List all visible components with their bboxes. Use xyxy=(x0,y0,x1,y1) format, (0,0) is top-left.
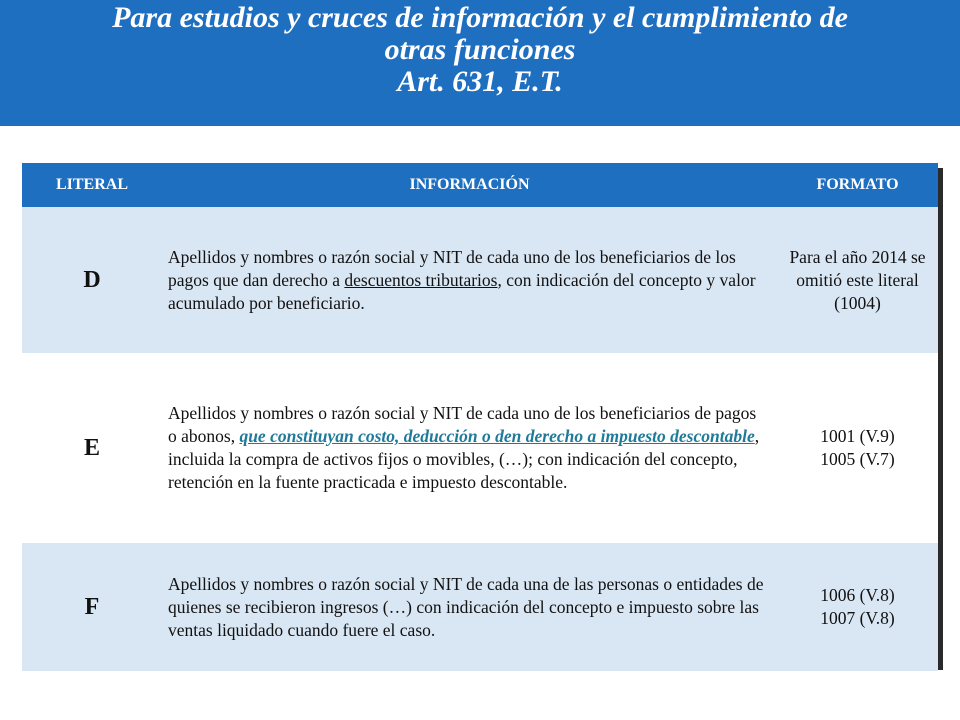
highlighted-term: que constituyan costo, deducción o den derecho a impuesto descontable xyxy=(239,426,755,446)
info-text: Apellidos y nombres o razón social y NIT de cada uno de los beneficiarios de pagos o abonos, xyxy=(168,403,757,446)
table-row xyxy=(22,543,938,671)
formato-cell xyxy=(777,543,938,671)
header-formato: FORMATO xyxy=(777,163,938,207)
literal-cell: F xyxy=(22,543,162,671)
info-text: Apellidos y nombres o razón social y NIT de cada una de las personas o entidades de quienes se recibieron ingresos (…) con indicación del concepto e impuesto sobre las ventas liquidado cuando fuere el caso. xyxy=(168,573,764,640)
literal-cell: E xyxy=(22,353,162,543)
underlined-term: descuentos tributarios xyxy=(344,269,498,290)
info-text: Apellidos y nombres o razón social y NIT de cada uno de los beneficiarios de los pagos que dan derecho a xyxy=(168,246,736,290)
information-cell xyxy=(162,353,777,543)
formato-line: 1007 (V.8) xyxy=(820,608,895,628)
formato-cell xyxy=(777,353,938,543)
information-table xyxy=(22,163,938,671)
slide-title-line-3: Art. 631, E.T. xyxy=(397,65,563,98)
slide-title-line-2: otras funciones xyxy=(384,33,576,66)
table-row xyxy=(22,207,938,353)
formato-line: 1006 (V.8) xyxy=(820,585,895,605)
info-text-tail: , con indicación del concepto y valor acumulado por beneficiario. xyxy=(168,269,756,313)
information-cell xyxy=(162,543,777,671)
slide-title-banner xyxy=(0,0,960,126)
table-header-row xyxy=(22,163,938,207)
information-cell xyxy=(162,207,777,353)
slide-title-line-1: Para estudios y cruces de información y el cumplimiento de xyxy=(112,1,848,34)
formato-line: 1001 (V.9) xyxy=(820,426,895,446)
formato-text: Para el año 2014 se omitió este literal (1004) xyxy=(789,246,926,313)
formato-line: 1005 (V.7) xyxy=(820,449,895,469)
literal-cell: D xyxy=(22,207,162,353)
info-text-tail: , incluida la compra de activos fijos o movibles, (…); con indicación del concepto, retención en la fuente practicada e impuesto descontable. xyxy=(168,426,760,492)
header-literal: LITERAL xyxy=(22,163,162,207)
header-informacion: INFORMACIÓN xyxy=(162,163,777,207)
formato-cell xyxy=(777,207,938,353)
table-row xyxy=(22,353,938,543)
